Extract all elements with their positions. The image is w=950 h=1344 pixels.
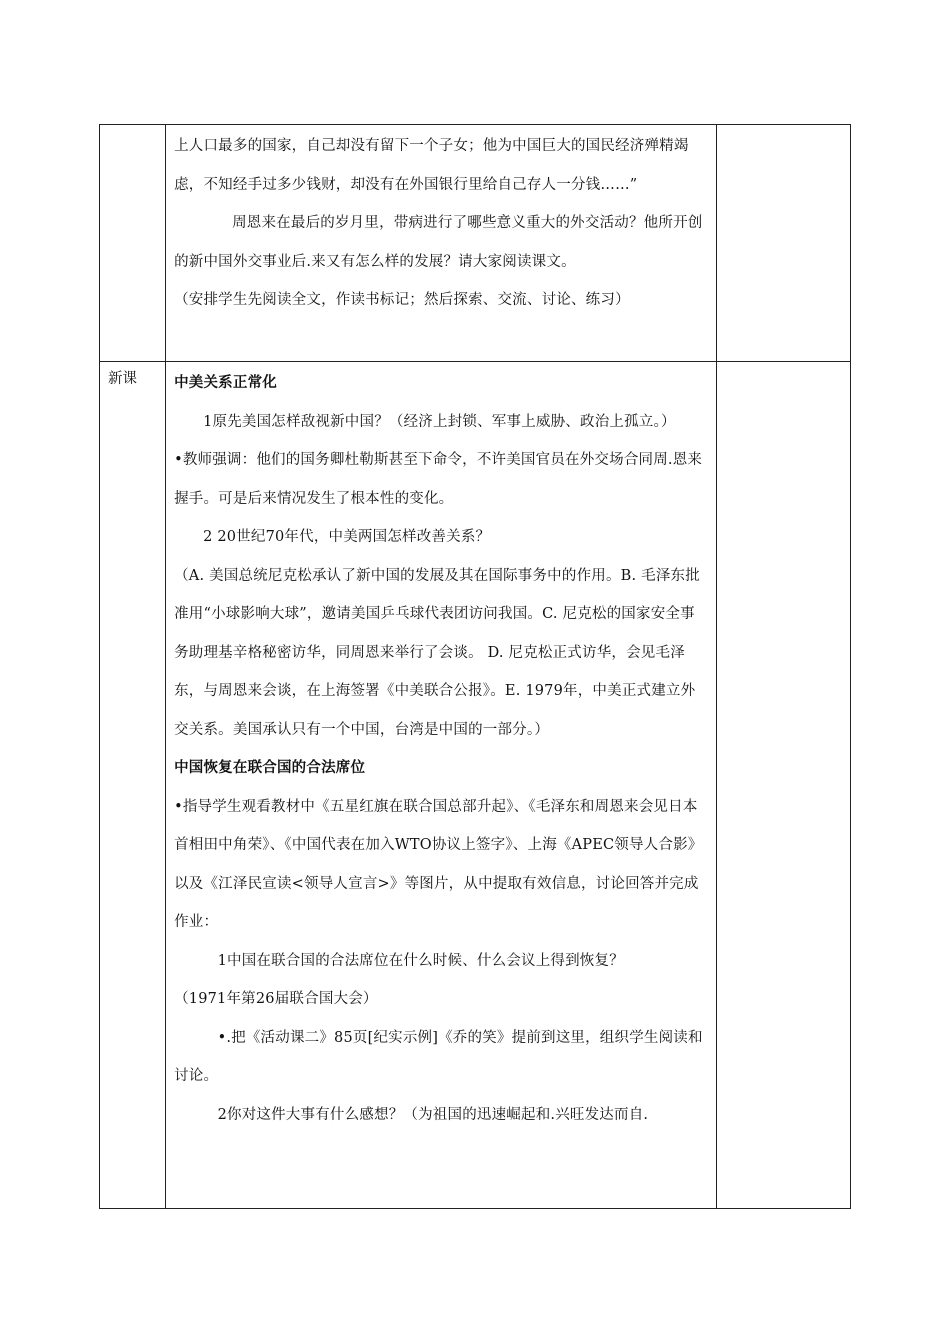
question-paragraph: 1中国在联合国的合法席位在什么时候、什么会议上得到恢复？	[217, 952, 624, 969]
table-row	[100, 125, 851, 362]
lead-in-question: 周恩来在最后的岁月里，带病进行了哪些意义重大的外交活动？他所开创的新中国外交事业后.来又有怎么样的发展？请大家阅读课文。	[174, 215, 703, 270]
section-label	[100, 125, 165, 127]
answer-paragraph: （1971年第26届联合国大会）	[174, 991, 378, 1007]
section-heading: 中美关系正常化	[174, 374, 277, 391]
table-row	[100, 362, 851, 1209]
notes-cell	[716, 125, 850, 362]
content-cell	[166, 362, 717, 1209]
question-paragraph: 2你对这件大事有什么感想？（为祖国的迅速崛起和.兴旺发达而自.	[217, 1106, 649, 1123]
section-label-cell	[100, 362, 166, 1209]
answer-paragraph: （A. 美国总统尼克松承认了新中国的发展及其在国际事务中的作用。B. 毛泽东批准用“小球影响大球”，邀请美国乒乓球代表团访问我国。C. 尼克松的国家安全事务助理基辛格秘密访华，同周恩来举行了会谈。 D. 尼克松正式访华，会见毛泽东，与周恩来会谈，在上海签署《中美联合公报》。E. 1979年，中美正式建立外交关系。美国承认只有一个中国，台湾是中国的一部分。）	[174, 567, 700, 738]
content-cell	[166, 125, 717, 362]
question-paragraph: 2 20世纪70年代，中美两国怎样改善关系？	[203, 529, 491, 545]
question-paragraph: 1原先美国怎样敌视新中国？（经济上封锁、军事上威胁、政治上孤立。）	[203, 413, 676, 430]
section-label-cell	[100, 125, 166, 362]
activity-instruction: •.把《活动课二》85页[纪实示例]《乔的笑》提前到这里，组织学生阅读和讨论。	[174, 1029, 703, 1084]
quote-continuation: 上人口最多的国家，自己却没有留下一个子女；他为中国巨大的国民经济殚精竭虑，不知经手过多少钱财，却没有在外国银行里给自己存人一分钱……”	[174, 138, 689, 193]
section-label: 新课	[108, 371, 137, 387]
guidance-paragraph: •指导学生观看教材中《五星红旗在联合国总部升起》、《毛泽东和周恩来会见日本首相田中角荣》、《中国代表在加入WTO协议上签字》、上海《APEC领导人合影》以及《江泽民宣读<领导人宣言>》等图片，从中提取有效信息，讨论回答并完成作业：	[174, 798, 703, 930]
teacher-note: •教师强调：他们的国务卿杜勒斯甚至下命令，不许美国官员在外交场合同周.恩来握手。可是后来情况发生了根本性的变化。	[174, 452, 703, 507]
activity-instruction: （安排学生先阅读全文，作读书标记；然后探索、交流、讨论、练习）	[174, 292, 630, 308]
lesson-plan-table	[99, 124, 851, 1209]
notes-cell	[716, 362, 850, 1209]
section-heading: 中国恢复在联合国的合法席位	[174, 759, 366, 776]
